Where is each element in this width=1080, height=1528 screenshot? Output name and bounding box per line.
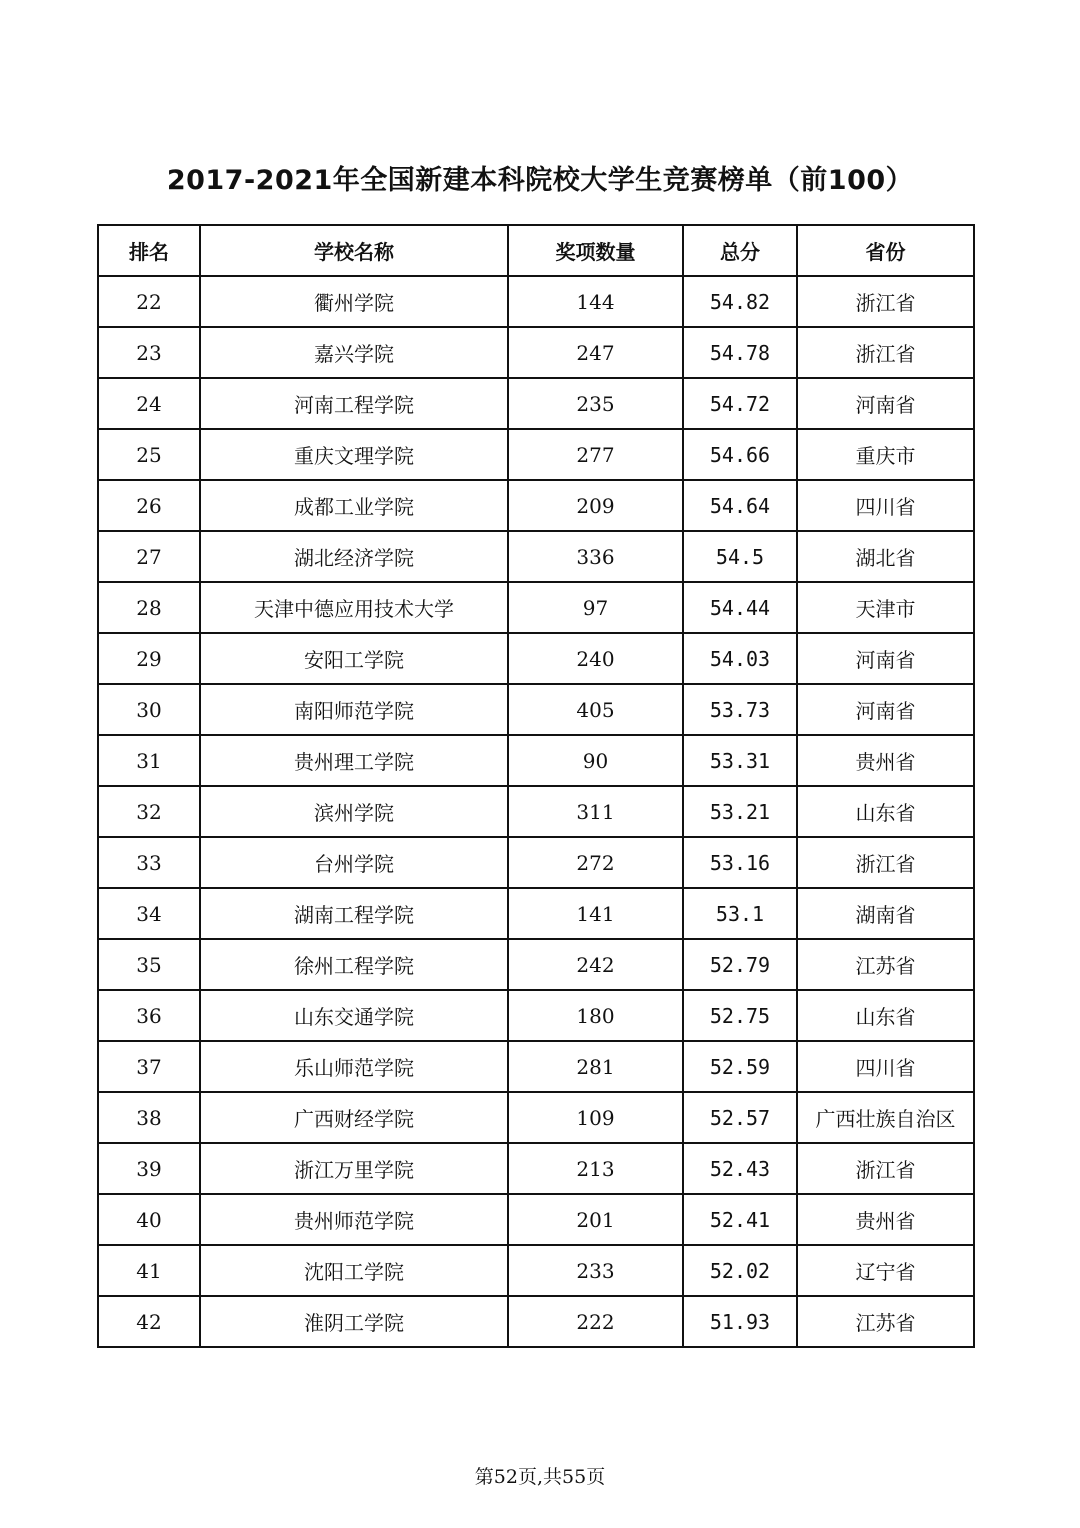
rank-cell: 32 <box>98 786 200 837</box>
rank-cell: 41 <box>98 1245 200 1296</box>
province-cell: 山东省 <box>797 990 974 1041</box>
total-score-cell: 52.43 <box>683 1143 797 1194</box>
rank-cell: 39 <box>98 1143 200 1194</box>
total-score-cell: 53.21 <box>683 786 797 837</box>
table-body <box>98 276 974 1347</box>
total-score-cell: 54.64 <box>683 480 797 531</box>
school-name-cell: 重庆文理学院 <box>200 429 508 480</box>
rank-cell: 42 <box>98 1296 200 1347</box>
total-score-cell: 52.59 <box>683 1041 797 1092</box>
total-score-cell: 54.72 <box>683 378 797 429</box>
total-score-cell: 54.44 <box>683 582 797 633</box>
province-cell: 四川省 <box>797 1041 974 1092</box>
rank-cell: 22 <box>98 276 200 327</box>
school-name-cell: 沈阳工学院 <box>200 1245 508 1296</box>
total-score-cell: 52.41 <box>683 1194 797 1245</box>
award-count-cell: 213 <box>508 1143 683 1194</box>
total-score-cell: 54.5 <box>683 531 797 582</box>
table-row <box>98 378 974 429</box>
table-row <box>98 1296 974 1347</box>
award-count-cell: 233 <box>508 1245 683 1296</box>
header-total-score: 总分 <box>683 225 797 276</box>
table-row <box>98 429 974 480</box>
award-count-cell: 109 <box>508 1092 683 1143</box>
award-count-cell: 201 <box>508 1194 683 1245</box>
total-score-cell: 53.73 <box>683 684 797 735</box>
total-score-cell: 53.16 <box>683 837 797 888</box>
rank-cell: 38 <box>98 1092 200 1143</box>
province-cell: 广西壮族自治区 <box>797 1092 974 1143</box>
total-score-cell: 54.82 <box>683 276 797 327</box>
province-cell: 贵州省 <box>797 1194 974 1245</box>
table-row <box>98 735 974 786</box>
school-name-cell: 滨州学院 <box>200 786 508 837</box>
school-name-cell: 天津中德应用技术大学 <box>200 582 508 633</box>
rank-cell: 28 <box>98 582 200 633</box>
province-cell: 辽宁省 <box>797 1245 974 1296</box>
table-row <box>98 684 974 735</box>
table-row <box>98 531 974 582</box>
school-name-cell: 乐山师范学院 <box>200 1041 508 1092</box>
school-name-cell: 山东交通学院 <box>200 990 508 1041</box>
ranking-table <box>97 224 975 1348</box>
school-name-cell: 贵州理工学院 <box>200 735 508 786</box>
province-cell: 河南省 <box>797 378 974 429</box>
rank-cell: 30 <box>98 684 200 735</box>
rank-cell: 24 <box>98 378 200 429</box>
table-row <box>98 1143 974 1194</box>
header-award-count: 奖项数量 <box>508 225 683 276</box>
award-count-cell: 144 <box>508 276 683 327</box>
table-row <box>98 1041 974 1092</box>
total-score-cell: 53.1 <box>683 888 797 939</box>
award-count-cell: 242 <box>508 939 683 990</box>
total-score-cell: 53.31 <box>683 735 797 786</box>
award-count-cell: 336 <box>508 531 683 582</box>
school-name-cell: 安阳工学院 <box>200 633 508 684</box>
rank-cell: 27 <box>98 531 200 582</box>
award-count-cell: 311 <box>508 786 683 837</box>
rank-cell: 29 <box>98 633 200 684</box>
province-cell: 江苏省 <box>797 939 974 990</box>
rank-cell: 40 <box>98 1194 200 1245</box>
rank-cell: 23 <box>98 327 200 378</box>
table-row <box>98 1194 974 1245</box>
school-name-cell: 成都工业学院 <box>200 480 508 531</box>
total-score-cell: 54.78 <box>683 327 797 378</box>
award-count-cell: 240 <box>508 633 683 684</box>
award-count-cell: 405 <box>508 684 683 735</box>
table-row <box>98 276 974 327</box>
award-count-cell: 209 <box>508 480 683 531</box>
school-name-cell: 嘉兴学院 <box>200 327 508 378</box>
province-cell: 湖北省 <box>797 531 974 582</box>
province-cell: 浙江省 <box>797 276 974 327</box>
rank-cell: 26 <box>98 480 200 531</box>
total-score-cell: 52.02 <box>683 1245 797 1296</box>
province-cell: 浙江省 <box>797 327 974 378</box>
province-cell: 湖南省 <box>797 888 974 939</box>
award-count-cell: 180 <box>508 990 683 1041</box>
table-row <box>98 786 974 837</box>
table-row <box>98 480 974 531</box>
header-rank: 排名 <box>98 225 200 276</box>
total-score-cell: 52.75 <box>683 990 797 1041</box>
school-name-cell: 湖南工程学院 <box>200 888 508 939</box>
total-score-cell: 52.57 <box>683 1092 797 1143</box>
total-score-cell: 51.93 <box>683 1296 797 1347</box>
rank-cell: 33 <box>98 837 200 888</box>
total-score-cell: 52.79 <box>683 939 797 990</box>
award-count-cell: 247 <box>508 327 683 378</box>
table-row <box>98 939 974 990</box>
table-header-row <box>98 225 974 276</box>
award-count-cell: 281 <box>508 1041 683 1092</box>
school-name-cell: 河南工程学院 <box>200 378 508 429</box>
table-row <box>98 888 974 939</box>
rank-cell: 31 <box>98 735 200 786</box>
province-cell: 河南省 <box>797 684 974 735</box>
table-row <box>98 633 974 684</box>
province-cell: 山东省 <box>797 786 974 837</box>
page-title: 2017-2021年全国新建本科院校大学生竞赛榜单（前100） <box>166 165 914 196</box>
total-score-cell: 54.66 <box>683 429 797 480</box>
rank-cell: 25 <box>98 429 200 480</box>
table-row <box>98 327 974 378</box>
school-name-cell: 南阳师范学院 <box>200 684 508 735</box>
school-name-cell: 广西财经学院 <box>200 1092 508 1143</box>
school-name-cell: 衢州学院 <box>200 276 508 327</box>
rank-cell: 37 <box>98 1041 200 1092</box>
page-number: 第52页,共55页 <box>474 1466 606 1488</box>
school-name-cell: 台州学院 <box>200 837 508 888</box>
school-name-cell: 淮阴工学院 <box>200 1296 508 1347</box>
award-count-cell: 272 <box>508 837 683 888</box>
total-score-cell: 54.03 <box>683 633 797 684</box>
rank-cell: 35 <box>98 939 200 990</box>
school-name-cell: 浙江万里学院 <box>200 1143 508 1194</box>
rank-cell: 34 <box>98 888 200 939</box>
table-row <box>98 582 974 633</box>
award-count-cell: 97 <box>508 582 683 633</box>
rank-cell: 36 <box>98 990 200 1041</box>
province-cell: 重庆市 <box>797 429 974 480</box>
award-count-cell: 222 <box>508 1296 683 1347</box>
province-cell: 河南省 <box>797 633 974 684</box>
school-name-cell: 湖北经济学院 <box>200 531 508 582</box>
province-cell: 天津市 <box>797 582 974 633</box>
province-cell: 江苏省 <box>797 1296 974 1347</box>
province-cell: 浙江省 <box>797 1143 974 1194</box>
table-row <box>98 1245 974 1296</box>
province-cell: 浙江省 <box>797 837 974 888</box>
award-count-cell: 141 <box>508 888 683 939</box>
table-row <box>98 990 974 1041</box>
table-row <box>98 1092 974 1143</box>
award-count-cell: 277 <box>508 429 683 480</box>
award-count-cell: 90 <box>508 735 683 786</box>
header-school-name: 学校名称 <box>200 225 508 276</box>
province-cell: 四川省 <box>797 480 974 531</box>
award-count-cell: 235 <box>508 378 683 429</box>
header-province: 省份 <box>797 225 974 276</box>
table-row <box>98 837 974 888</box>
school-name-cell: 徐州工程学院 <box>200 939 508 990</box>
province-cell: 贵州省 <box>797 735 974 786</box>
school-name-cell: 贵州师范学院 <box>200 1194 508 1245</box>
